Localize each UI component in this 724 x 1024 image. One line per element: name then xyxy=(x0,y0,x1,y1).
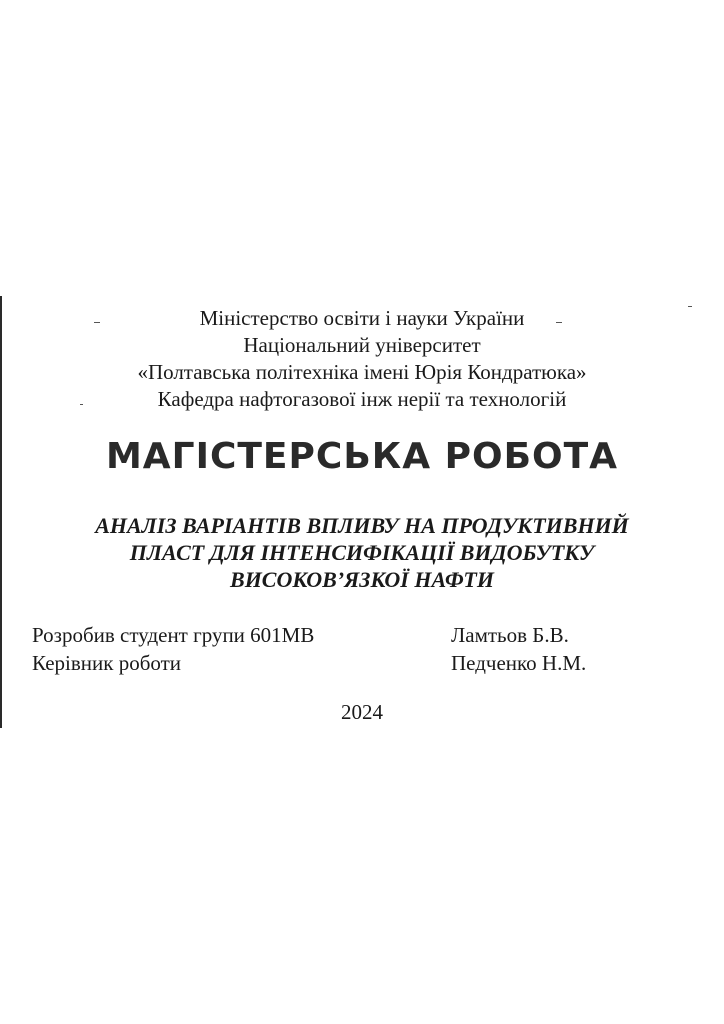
thesis-title-line2: ПЛАСТ ДЛЯ ІНТЕНСИФІКАЦІЇ ВИДОБУТКУ xyxy=(129,540,595,565)
ministry-name: Міністерство освіти і науки України xyxy=(199,306,525,330)
thesis-title-line3: ВИСОКОВ’ЯЗКОЇ НАФТИ xyxy=(230,567,494,592)
supervisor-name: Педченко Н.М. xyxy=(451,651,587,675)
year: 2024 xyxy=(341,700,383,724)
thesis-title-line1: АНАЛІЗ ВАРІАНТІВ ВПЛИВУ НА ПРОДУКТИВНИЙ xyxy=(95,513,629,538)
document-type-heading: МАГІСТЕРСЬКА РОБОТА xyxy=(105,436,619,477)
author-label: Розробив студент групи 601МВ xyxy=(32,623,315,647)
university-name-line1: Національний університет xyxy=(243,333,481,357)
university-name-line2: «Полтавська політехніка імені Юрія Кондратюка» xyxy=(137,360,587,384)
supervisor-label: Керівник роботи xyxy=(32,651,182,675)
author-name: Ламтьов Б.В. xyxy=(451,623,569,647)
department-name: Кафедра нафтогазової інж нерії та технологій xyxy=(157,387,567,411)
